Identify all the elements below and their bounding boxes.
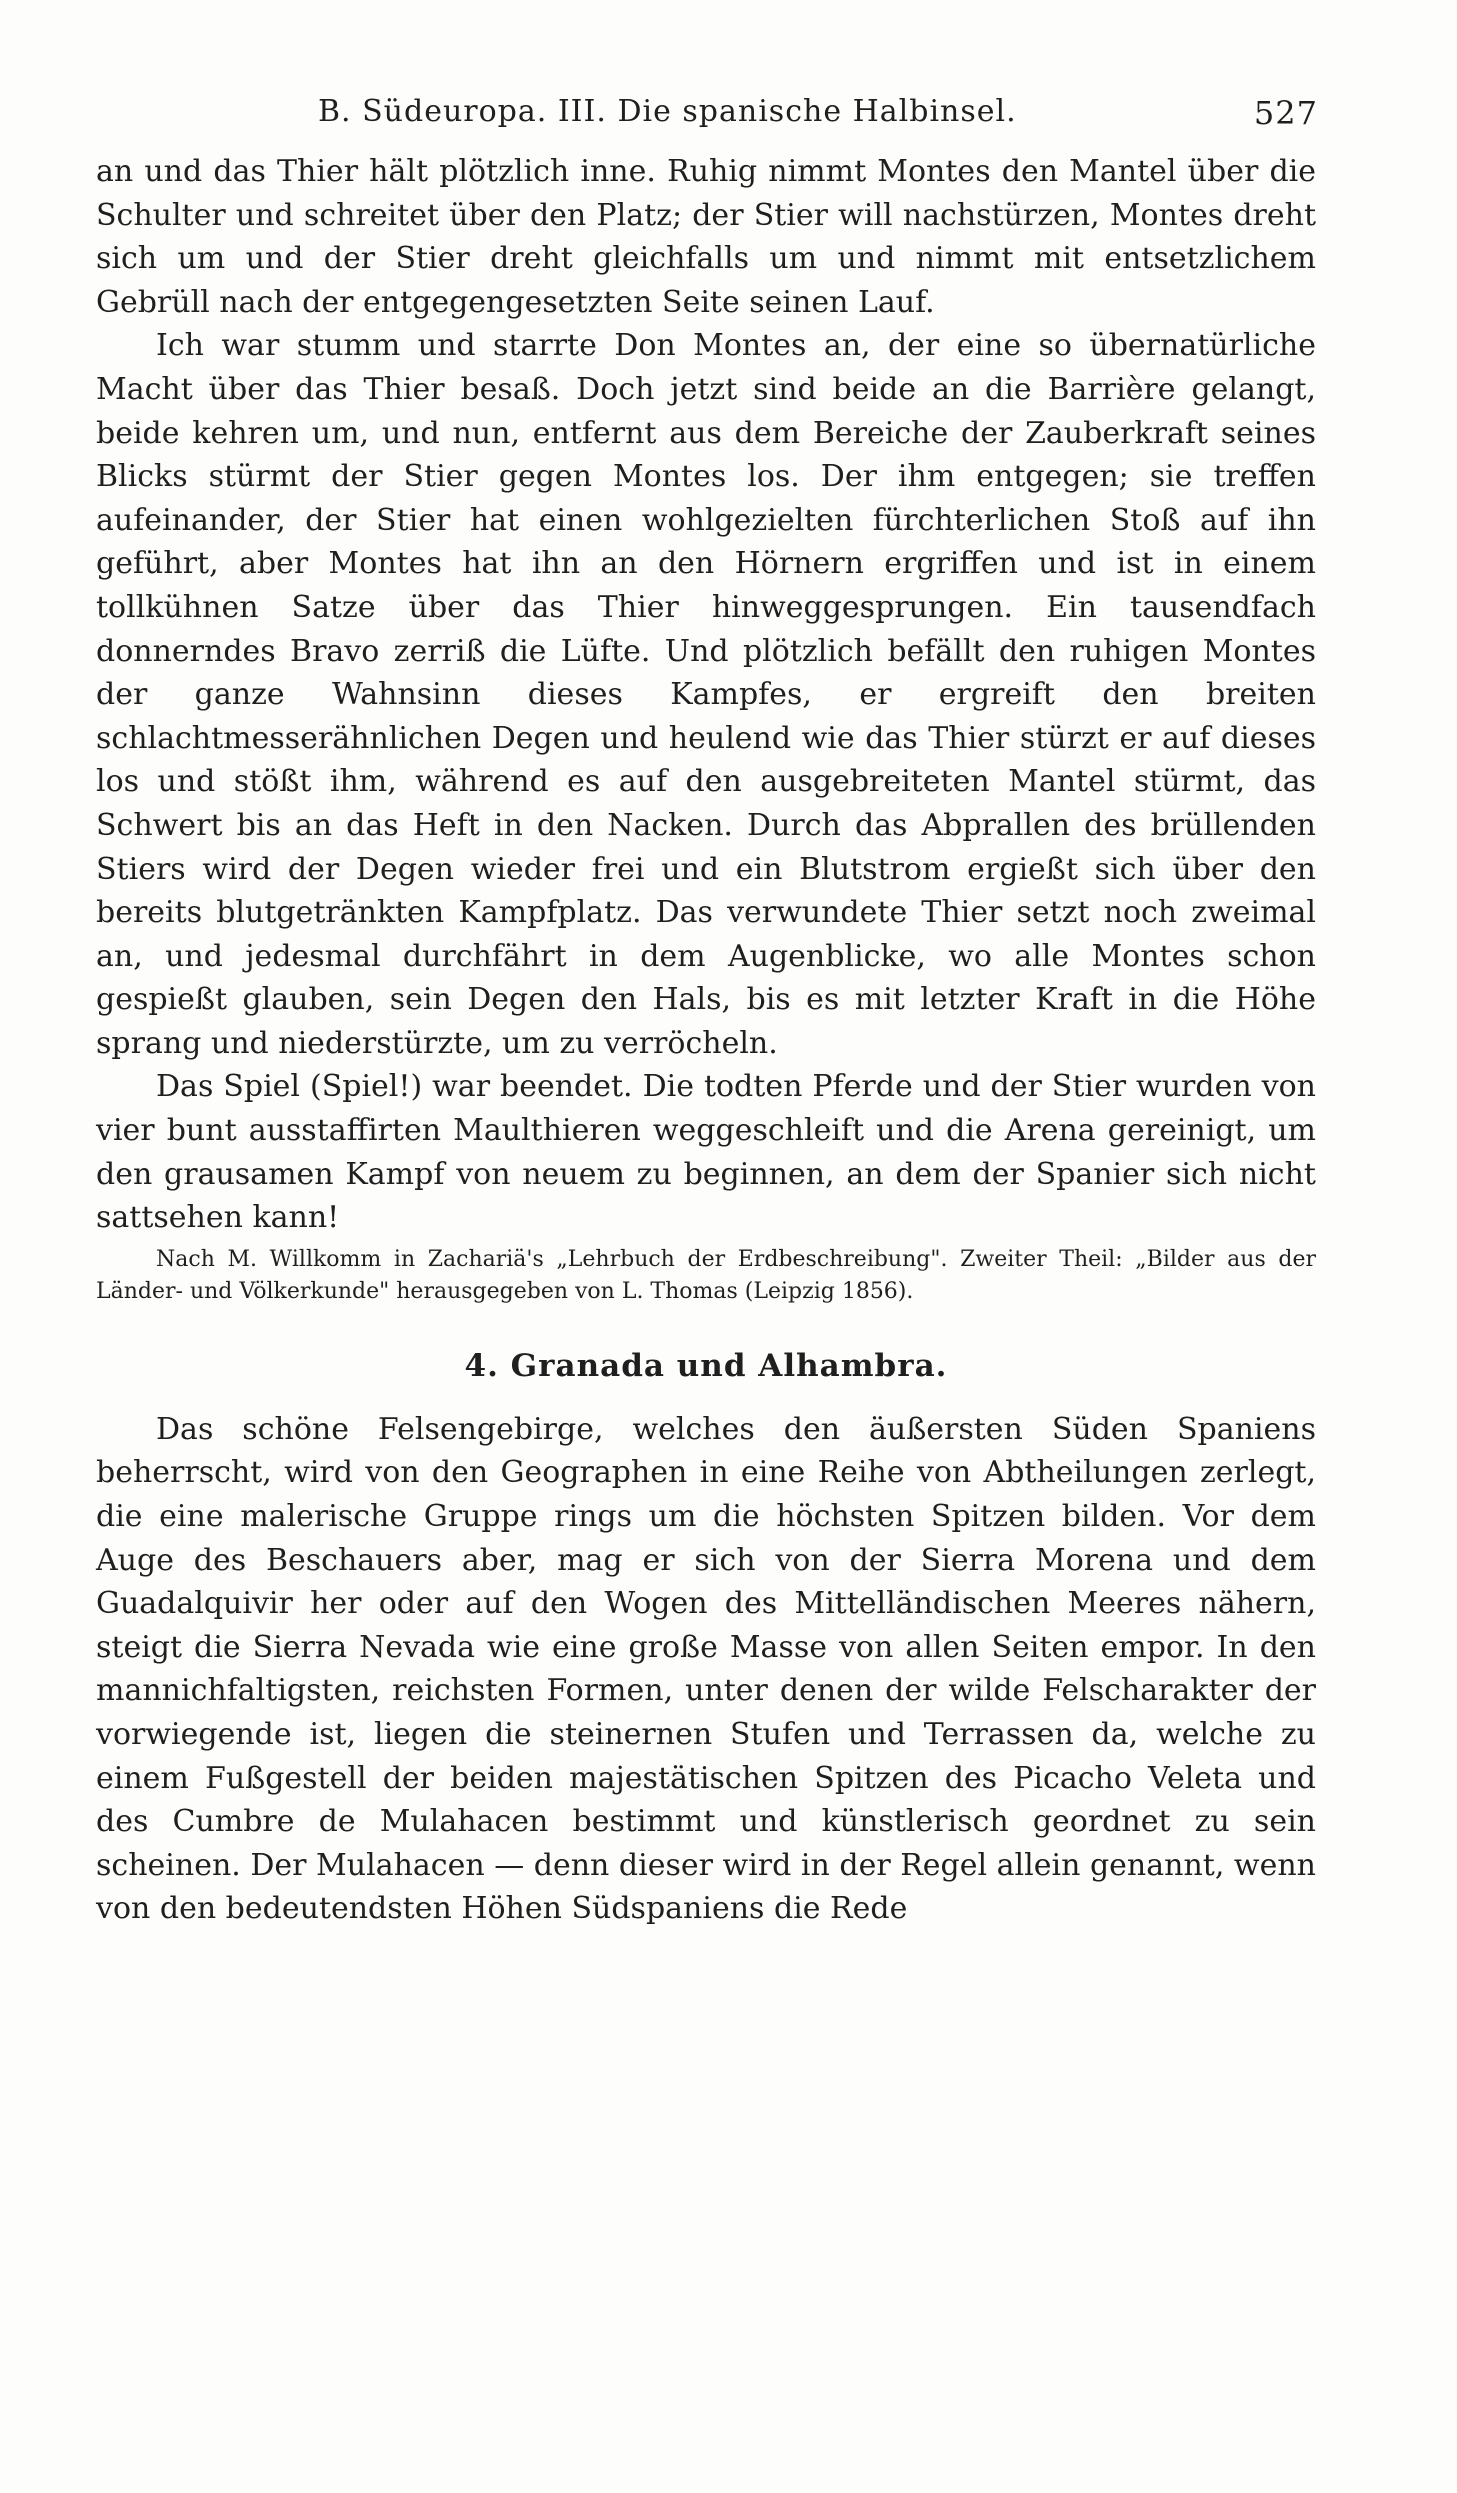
- source-note: Nach M. Willkomm in Zachariä's „Lehrbuch der Erdbeschreibung". Zweiter Theil: „Bilder aus der Länder- und Völkerkunde" herausgegeben von L. Thomas (Leipzig 1856).: [96, 1246, 1316, 1304]
- paragraph-1: an und das Thier hält plötzlich inne. Ruhig nimmt Montes den Mantel über die Schulter und schreitet über den Platz; der Stier will nachstürzen, Montes dreht sich um und der Stier dreht gleichfalls um und nimmt mit entsetzlichem Gebrüll nach der entgegengesetzten Seite seinen Lauf.: [96, 154, 1316, 320]
- section-paragraph-1: Das schöne Felsengebirge, welches den äußersten Süden Spaniens beherrscht, wird von den Geographen in eine Reihe von Abtheilungen zerlegt, die eine malerische Gruppe rings um die höchsten Spitzen bilden. Vor dem Auge des Beschauers aber, mag er sich von der Sierra Morena und dem Guadalquivir her oder auf den Wogen des Mittelländischen Meeres nähern, steigt die Sierra Nevada wie eine große Masse von allen Seiten empor. In den mannichfaltigsten, reichsten Formen, unter denen der wilde Felscharakter der vorwiegende ist, liegen die steinernen Stufen und Terrassen da, welche zu einem Fußgestell der beiden majestätischen Spitzen des Picacho Veleta und des Cumbre de Mulahacen bestimmt und künstlerisch geordnet zu sein scheinen. Der Mulahacen — denn dieser wird in der Regel allein genannt, wenn von den bedeutendsten Höhen Südspaniens die Rede: [96, 1411, 1316, 1927]
- page-header: [318, 94, 1318, 140]
- page-number: 527: [1253, 94, 1318, 132]
- paragraph-2: Ich war stumm und starrte Don Montes an, der eine so übernatürliche Macht über das Thier besaß. Doch jetzt sind beide an die Barrière gelangt, beide kehren um, und nun, entfernt aus dem Bereiche der Zauberkraft seines Blicks stürmt der Stier gegen Montes los. Der ihm entgegen; sie treffen aufeinander, der Stier hat einen wohlgezielten fürchterlichen Stoß auf ihn geführt, aber Montes hat ihn an den Hörnern ergriffen und ist in einem tollkühnen Satze über das Thier hinweggesprungen. Ein tausendfach donnerndes Bravo zerriß die Lüfte. Und plötzlich befällt den ruhigen Montes der ganze Wahnsinn dieses Kampfes, er ergreift den breiten schlachtmesserähnlichen Degen und heulend wie das Thier stürzt er auf dieses los und stößt ihm, während es auf den ausgebreiteten Mantel stürmt, das Schwert bis an das Heft in den Nacken. Durch das Abprallen des brüllenden Stiers wird der Degen wieder frei und ein Blutstrom ergießt sich über den bereits blutgetränkten Kampfplatz. Das verwundete Thier setzt noch zweimal an, und jedesmal durchfährt in dem Augenblicke, wo alle Montes schon gespießt glauben, sein Degen den Hals, bis es mit letzter Kraft in die Höhe sprang und niederstürzte, um zu verröcheln.: [96, 328, 1316, 1061]
- body-text: [96, 150, 1316, 1931]
- section-heading: 4. Granada und Alhambra.: [464, 1347, 948, 1384]
- running-title: B. Südeuropa. III. Die spanische Halbinsel.: [318, 94, 1017, 129]
- paragraph-3: Das Spiel (Spiel!) war beendet. Die todten Pferde und der Stier wurden von vier bunt ausstaffirten Maulthieren weggeschleift und die Arena gereinigt, um den grausamen Kampf von neuem zu beginnen, an dem der Spanier sich nicht sattsehen kann!: [96, 1069, 1316, 1236]
